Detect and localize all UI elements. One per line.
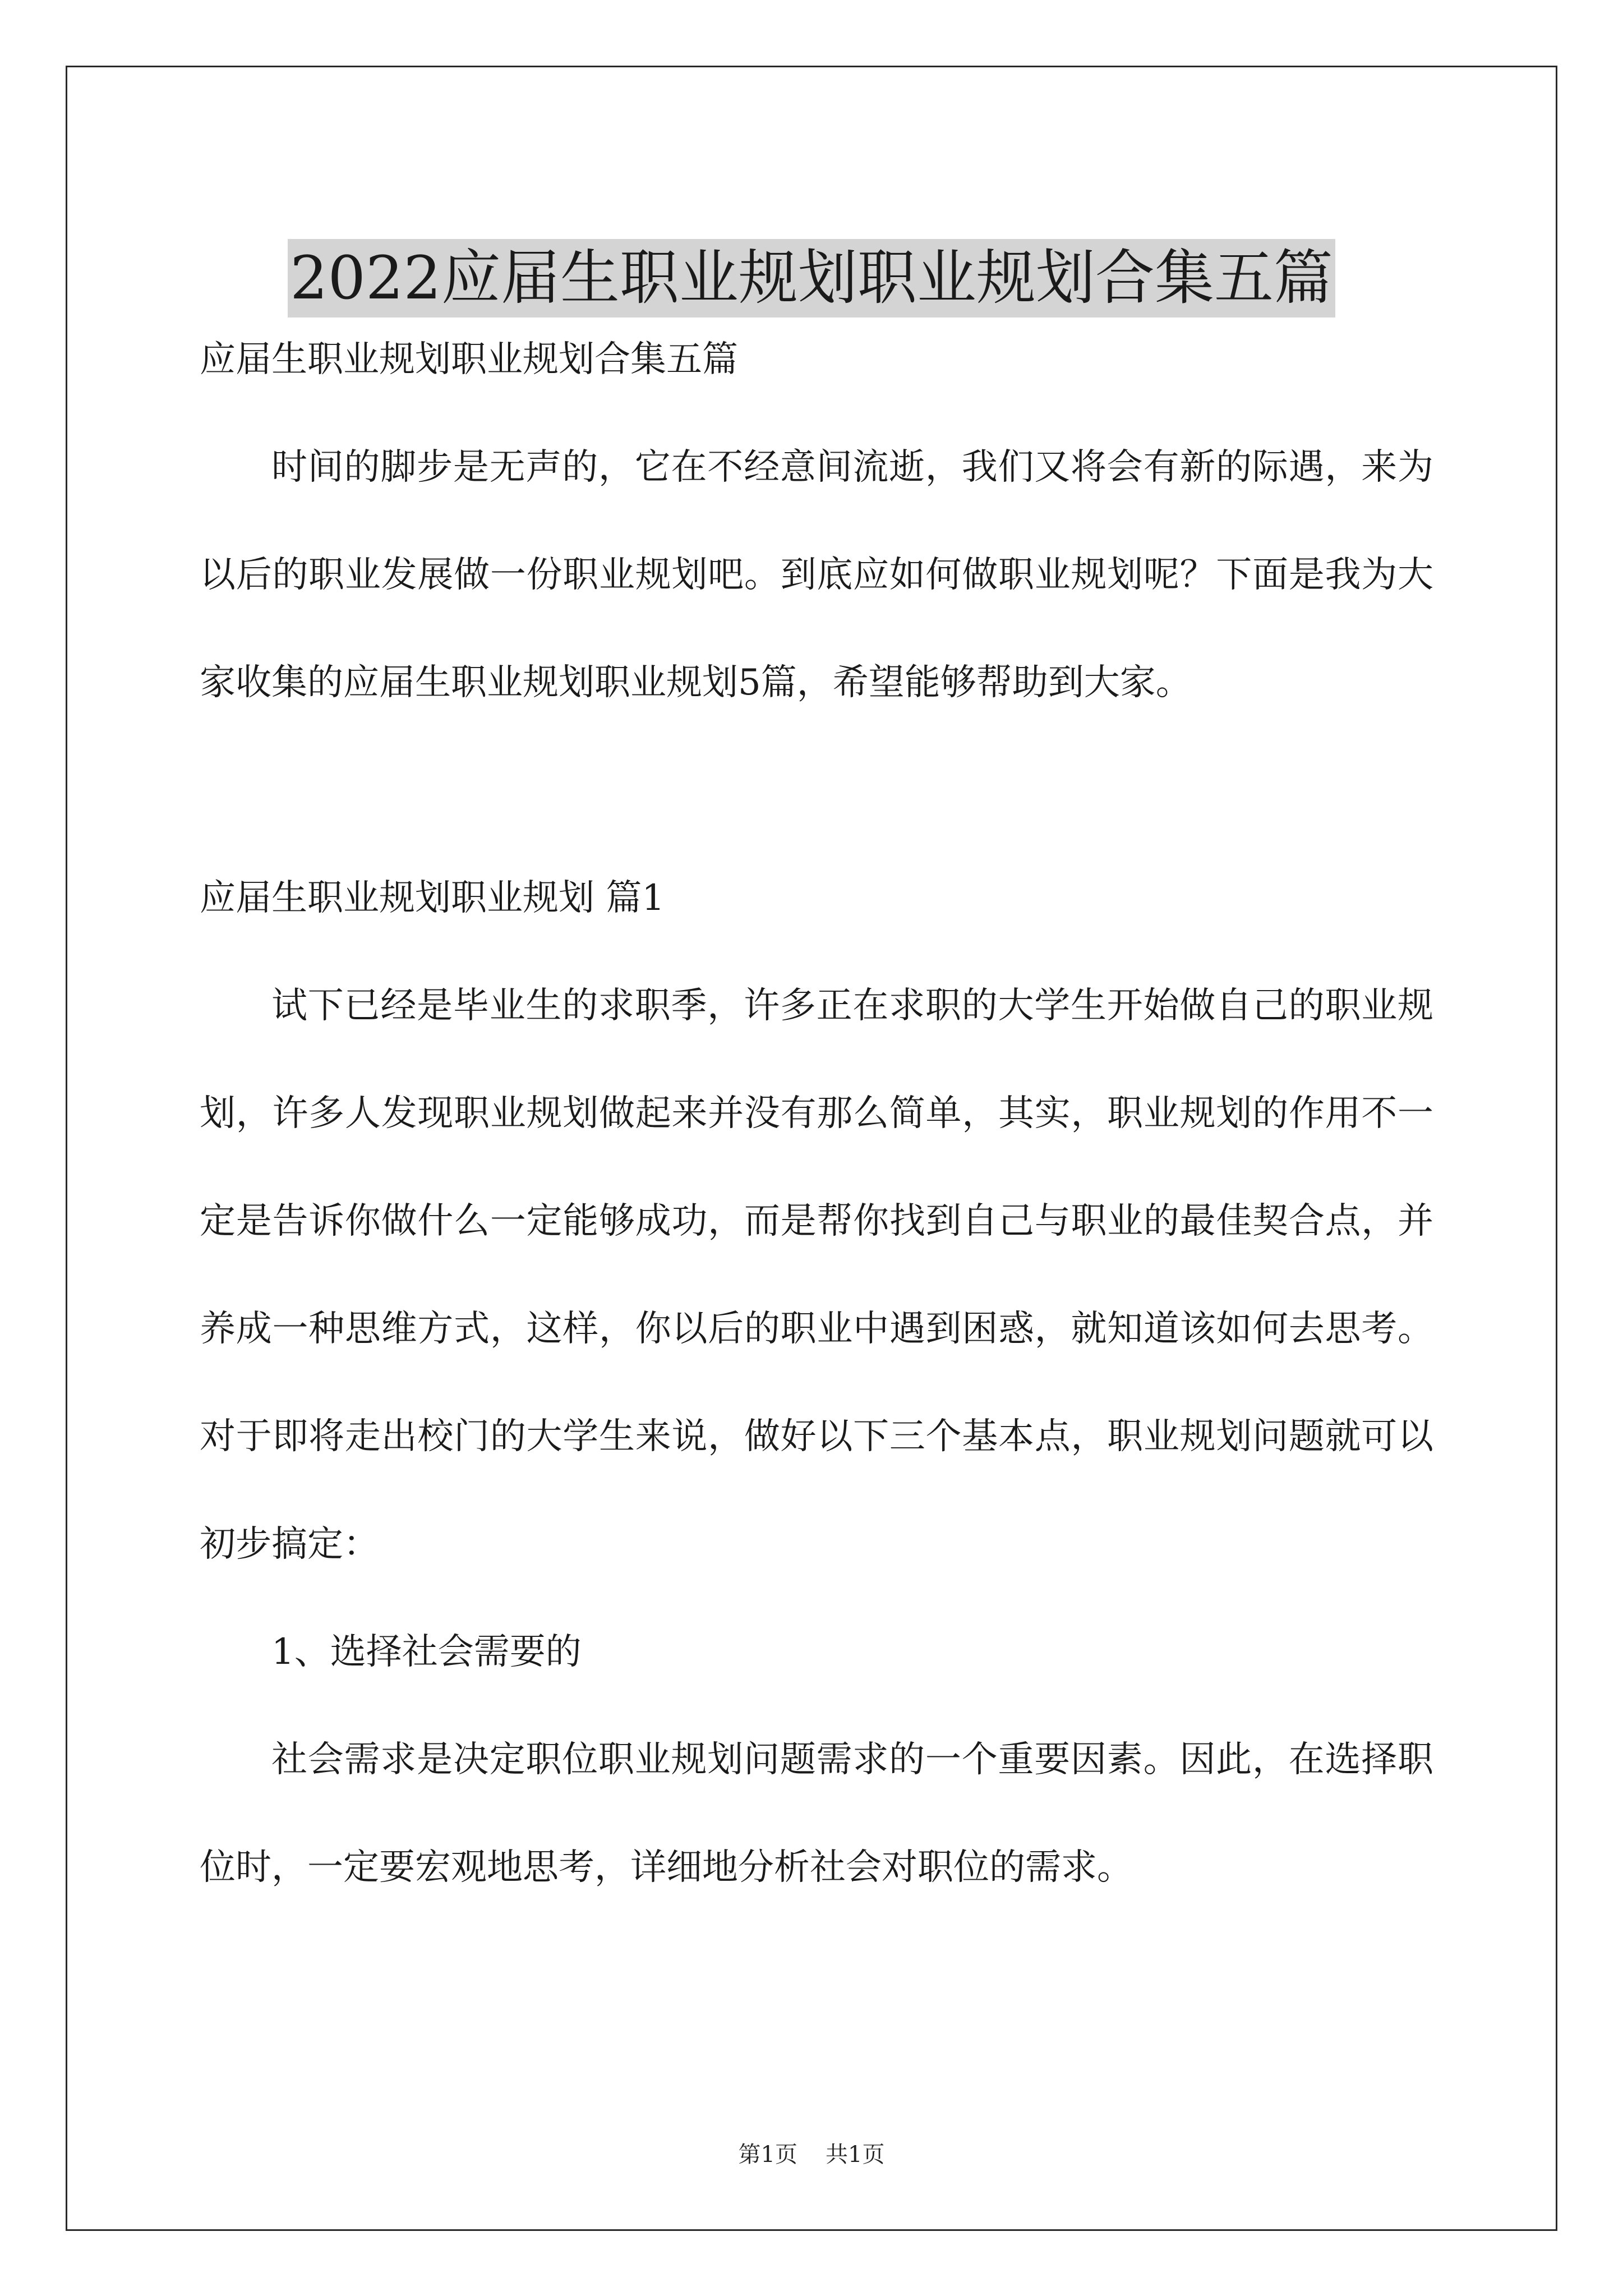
point-heading: 1、选择社会需要的 <box>271 1631 582 1673</box>
document-body <box>200 306 1433 1921</box>
page-total: 共1页 <box>826 2142 885 2168</box>
section-paragraph: 试下已经是毕业生的求职季，许多正在求职的大学生开始做自己的职业规划，许多人发现职业规划做起来并没有那么简单，其实，职业规划的作用不一定是告诉你做什么一定能够成功，而是帮你找到自己与职业的最佳契合点，并养成一种思维方式，这样，你以后的职业中遇到困惑，就知道该如何去思考。对于即将走出校门的大学生来说，做好以下三个基本点，职业规划问题就可以初步搞定： <box>200 985 1433 1565</box>
document-title: 2022应届生职业规划职业规划合集五篇 <box>288 239 1335 318</box>
intro-paragraph: 时间的脚步是无声的，它在不经意间流逝，我们又将会有新的际遇，来为以后的职业发展做一份职业规划吧。到底应如何做职业规划呢？下面是我为大家收集的应届生职业规划职业规划5篇，希望能够帮助到大家。 <box>200 447 1433 703</box>
page-footer <box>0 2141 1623 2169</box>
section-heading: 应届生职业规划职业规划 篇1 <box>200 877 665 919</box>
point-paragraph: 社会需求是决定职位职业规划问题需求的一个重要因素。因此，在选择职位时，一定要宏观地思考，详细地分析社会对职位的需求。 <box>200 1739 1433 1888</box>
paragraph-gap <box>200 737 1433 844</box>
document-subtitle: 应届生职业规划职业规划合集五篇 <box>200 339 738 380</box>
page-number: 第1页 <box>738 2142 797 2168</box>
